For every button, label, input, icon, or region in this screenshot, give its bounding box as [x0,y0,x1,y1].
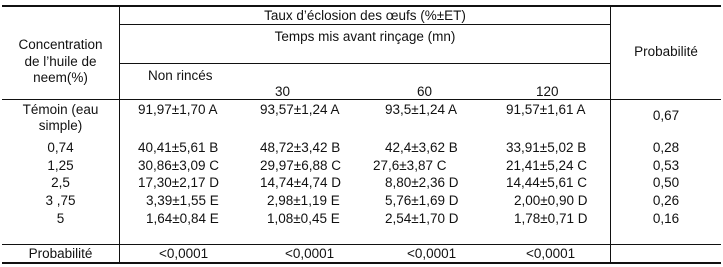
time-60-cell: 42,4±3,62 B [385,140,458,155]
time-30-cell: 2,98±1,19 E [267,193,340,208]
probability-cell: 0,16 [652,211,680,226]
time-30-cell: 93,57±1,24 A [260,102,340,117]
subheader-rule [120,63,610,64]
time-30-cell: 48,72±3,42 B [260,140,341,155]
time-60-cell: 8,80±2,36 D [385,175,459,190]
non-rinces-cell: 3,39±1,55 E [146,193,219,208]
time-120-cell: 14,44±5,61 C [506,175,587,190]
non-rinces-cell: 40,41±5,61 B [138,140,219,155]
time-120-cell: 1,78±0,71 D [514,211,588,226]
concentration-header-line: de l’huile de [24,54,97,69]
concentration-cell: 1,25 [47,158,74,173]
probability-row-rule [2,244,721,245]
concentration-cell: Témoin (eau [22,102,99,117]
time-120-probability: <0,0001 [526,246,576,261]
time-120-cell: 91,57±1,61 A [506,102,586,117]
probability-cell: 0,67 [652,108,680,123]
time-120-cell: 33,91±5,02 B [506,140,587,155]
time-30-cell: 1,08±0,45 E [267,211,340,226]
concentration-header-line: neem(%) [33,70,88,85]
probability-cell: 0,50 [652,175,680,190]
probability-row-label: Probabilité [28,246,93,261]
group-header: Taux d’éclosion des œufs (%±ET) [264,8,466,23]
probability-cell: 0,28 [652,140,680,155]
time-60-cell: 2,54±1,70 D [385,211,459,226]
concentration-header-line: Concentration [18,37,103,52]
non-rinces-cell: 91,97±1,70 A [138,102,218,117]
time-120-cell: 21,41±5,24 C [506,158,587,173]
time-60-cell: 93,5±1,24 A [385,102,457,117]
header-bottom-rule [2,99,721,100]
non-rinces-cell: 30,86±3,09 C [138,158,219,173]
time-60-header: 60 [417,84,433,99]
time-60-cell: 27,6±3,87 C [373,158,447,173]
time-30-cell: 29,97±6,88 C [260,158,341,173]
concentration-cell: 5 [56,211,65,226]
concentration-cell: 0,74 [47,140,74,155]
time-120-cell: 2,00±0,90 D [514,193,588,208]
time-30-probability: <0,0001 [285,246,335,261]
time-60-probability: <0,0001 [407,246,457,261]
non-rinces-cell: 17,30±2,17 D [138,175,219,190]
table-bottom-rule [2,262,721,264]
probability-cell: 0,26 [652,193,680,208]
probability-header: Probabilité [634,44,698,59]
concentration-cell: 2,5 [51,175,70,190]
non-rinces-probability: <0,0001 [159,246,209,261]
time-120-header: 120 [536,84,559,99]
time-60-cell: 5,76±1,69 D [385,193,459,208]
non-rinces-cell: 1,64±0,84 E [146,211,219,226]
column-separator [119,7,120,264]
non-rinces-header: Non rincés [148,68,213,83]
time-subheader: Temps mis avant rinçage (mn) [274,29,456,44]
probability-cell: 0,53 [652,158,680,173]
table-top-rule [2,5,721,7]
concentration-cell: simple) [38,118,83,133]
concentration-cell: 3 ,75 [45,193,76,208]
time-30-header: 30 [275,84,291,99]
time-30-cell: 14,74±4,74 D [260,175,341,190]
cropped-text-remnant [0,0,170,3]
group-header-rule [120,24,610,25]
